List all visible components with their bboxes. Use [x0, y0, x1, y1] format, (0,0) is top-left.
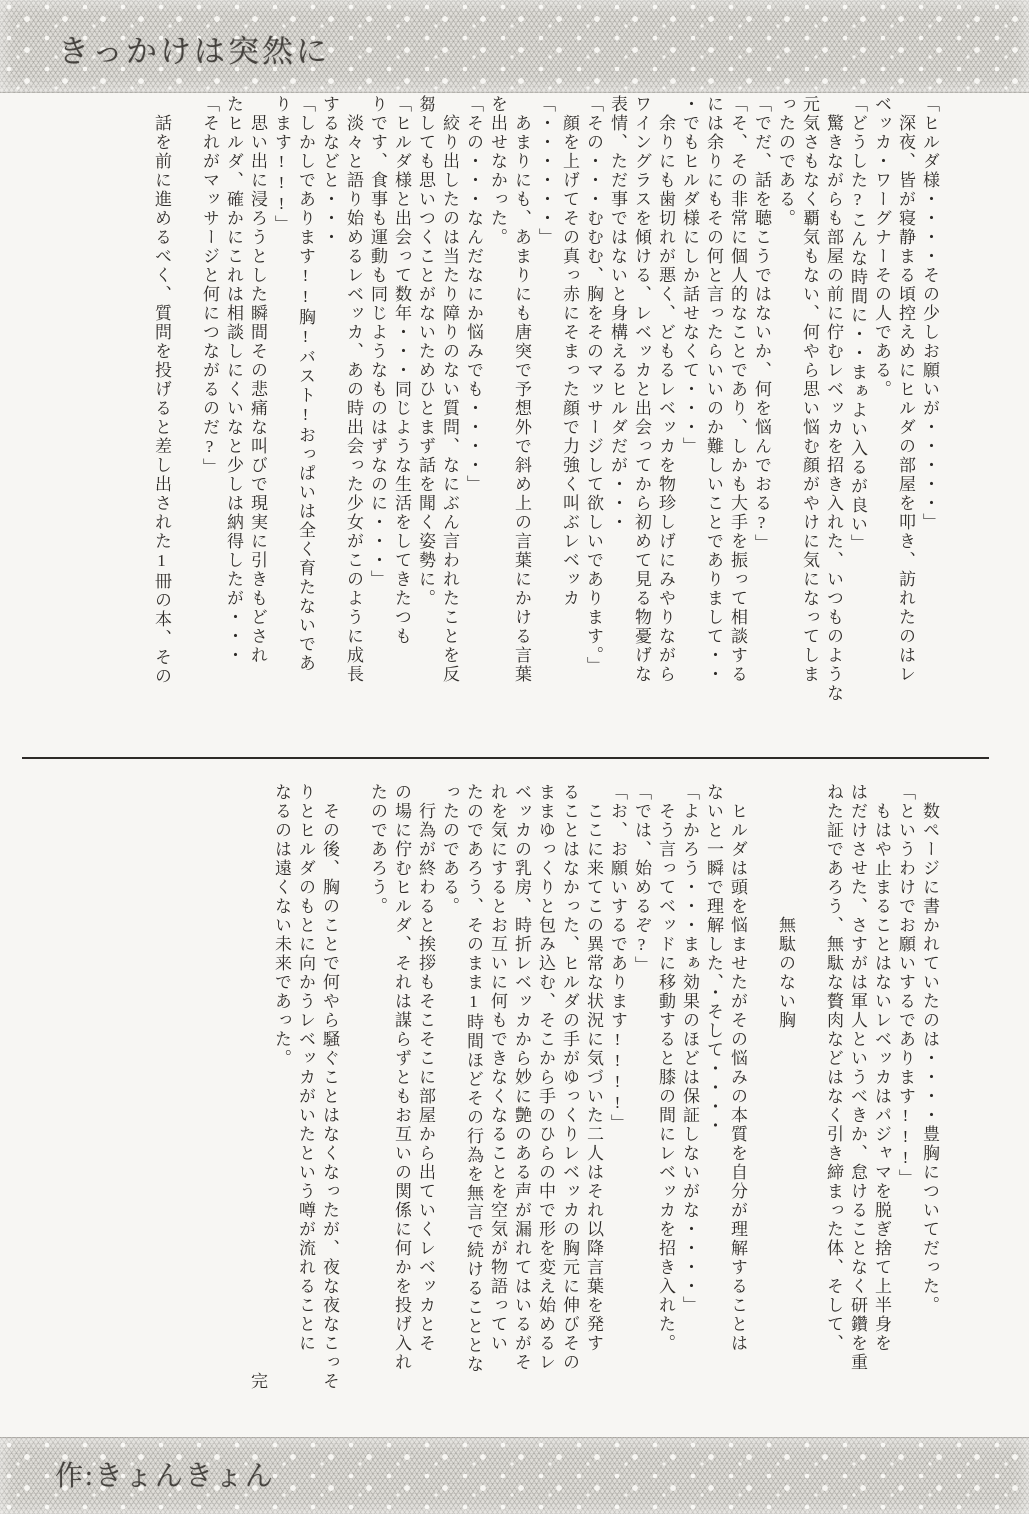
text-column: れを気にするとお互いに何もできなくなることを空気が物語ってい [488, 783, 507, 1353]
text-column: もはや止まることはないレベッカはパジャマを脱ぎ捨て上半身を [872, 802, 891, 1353]
text-column: 芻しても思いつくことがないためひとまず話を聞く姿勢に。 [416, 95, 435, 608]
text-column: ったのである。 [440, 783, 459, 916]
text-column: 「どうした?こんな時間に・・まぁよい入るが良い」 [848, 95, 867, 553]
text-column: りとヒルダのもとに向かうレベッカがいたという噂が流れることに [296, 783, 315, 1353]
text-column: には余りにもその何と言ったらいいのか難しいことでありまして・・ [704, 95, 723, 684]
text-column: 話を前に進めるべく、質問を投げると差し出された1冊の本、その [152, 114, 171, 686]
text-column: 「そ、その非常に個人的なことであり、しかも大手を振って相談する [728, 95, 747, 684]
story-part1 [149, 95, 941, 757]
text-column: 数ページに書かれていたのは・・・・豊胸についてだった。 [920, 802, 939, 1315]
text-column: 「ヒルダ様と出会って数年・・・同じような生活をしてきたつも [392, 95, 411, 646]
text-column: 行為が終わると挨拶もそこそこに部屋から出ていくレベッカとそ [416, 802, 435, 1353]
text-column: その後、胸のことで何やら騒ぐことはなくなったが、夜な夜なこっそ [320, 802, 339, 1391]
text-column: 「では、始めるぞ?」 [632, 783, 651, 975]
text-column: なるのは遠くない未来であった。 [272, 783, 291, 1068]
text-column: はだけさせた、さすがは軍人というべきか、怠けることなく研鑽を重 [848, 783, 867, 1372]
text-column: 表情、ただ事ではないと身構えるヒルダだが・・・ [608, 95, 627, 532]
text-column: ったのである。 [776, 95, 795, 228]
text-column: 「ヒルダ様・・・・その少しお願いが・・・・・」 [920, 95, 939, 532]
text-column: そう言ってベッドに移動すると膝の間にレベッカを招き入れた。 [656, 802, 675, 1353]
page-title: きっかけは突然に [58, 34, 330, 69]
text-column: 「・・・・・・」 [536, 95, 555, 247]
text-column: 絞り出したのは当たり障りのない質問、なにぶん言われたことを反 [440, 114, 459, 684]
text-column: ることはなかった、ヒルダの手がゆっくりレベッカの胸元に伸びその [560, 783, 579, 1372]
text-column: あまりにも、あまりにも唐突で予想外で斜め上の言葉にかける言葉 [512, 114, 531, 684]
column-spacer [749, 783, 773, 1445]
text-column: 「その・・・むむむ、胸をそのマッサージして欲しいであります。」 [584, 95, 603, 676]
text-column: 「お、お願いするであります!!!!」 [608, 783, 627, 1133]
text-column: 「よかろう・・・まぁ効果のほどは保証しないがな・・・・」 [680, 783, 699, 1315]
text-column: を出せなかった。 [488, 95, 507, 247]
text-column: ・でもヒルダ様にしか話せなくて・・・」 [680, 95, 699, 456]
text-column: 淡々と語り始めるレベッカ、あの時出会った少女がこのように成長 [344, 114, 363, 684]
section-heading: 無駄のない胸 [776, 916, 795, 1030]
text-column: ねた証であろう、無駄な贅肉などはなく引き締まった体、そして、 [824, 783, 843, 1353]
top-border-pattern [0, 0, 1029, 93]
text-column: りです、食事も運動も同じようなものはずなのに・・・」 [368, 95, 387, 589]
story-part2 [245, 783, 941, 1445]
text-column: ないと一瞬で理解した、・そして・・・・ [704, 783, 723, 1136]
bottom-border-pattern [0, 1437, 1029, 1514]
text-column: の場に佇むヒルダ、それは謀らずともお互いの関係に何かを投げ入れ [392, 783, 411, 1372]
text-column: たのであろう、そのまま1時間ほどその行為を無言で続けることとな [464, 783, 483, 1374]
text-column: 余りにも歯切れが悪く、どもるレベッカを物珍しげにみやりながら [656, 114, 675, 684]
text-column: 「しかしであります!!胸!バスト!おっぱいは全く育たないであ [296, 95, 315, 673]
column-spacer [341, 783, 365, 1445]
text-column: 「というわけでお願いするであります!!!」 [896, 783, 915, 1188]
text-column: ヒルダは頭を悩ませたがその悩みの本質を自分が理解することは [728, 802, 747, 1353]
text-column: 思い出に浸ろうとした瞬間その悲痛な叫びで現実に引きもどされ [248, 114, 267, 665]
section-divider [22, 757, 989, 759]
text-column: ワイングラスを傾ける、レベッカと出会ってから初めて見る物憂げな [632, 95, 651, 684]
text-column: 深夜、皆が寝静まる頃控えめにヒルダの部屋を叩き、訪れたのはレ [896, 114, 915, 684]
text-column: 顔を上げてその真っ赤にそまった顔で力強く叫ぶレベッカ [560, 114, 579, 608]
text-column: するなどと・・・ [320, 95, 339, 247]
text-column: 元気さもなく覇気もない、何やら思い悩む顔がやけに気になってしま [800, 95, 819, 684]
text-column: ここに来てこの異常な状況に気づいた二人はそれ以降言葉を発す [584, 802, 603, 1353]
column-spacer [173, 95, 197, 757]
text-column: ままゆっくりと包み込む、そこから手のひらの中で形を変え始めるレ [536, 783, 555, 1372]
column-spacer [797, 783, 821, 1445]
text-column: 「でだ、話を聴こうではないか、何を悩んでおる?」 [752, 95, 771, 553]
text-column: 驚きながらも部屋の前に佇むレベッカを招き入れた、いつものような [824, 114, 843, 703]
author-credit: 作:きょんきょん [55, 1461, 275, 1492]
text-column: ベッカの乳房、時折レベッカから妙に艶のある声が漏れてはいるがそ [512, 783, 531, 1372]
text-column: 「それがマッサージと何につながるのだ?」 [200, 95, 219, 477]
text-column: ベッカ・ワーグナーその人である。 [872, 95, 891, 399]
text-column: 「その・・・なんだなにか悩みでも・・・・」 [464, 95, 483, 494]
text-column: たヒルダ、確かにこれは相談しにくいなと少しは納得したが・・・ [224, 95, 243, 665]
end-mark: 完 [248, 1372, 267, 1391]
text-column: ります!!!」 [272, 95, 291, 234]
text-column: たのであろう。 [368, 783, 387, 916]
